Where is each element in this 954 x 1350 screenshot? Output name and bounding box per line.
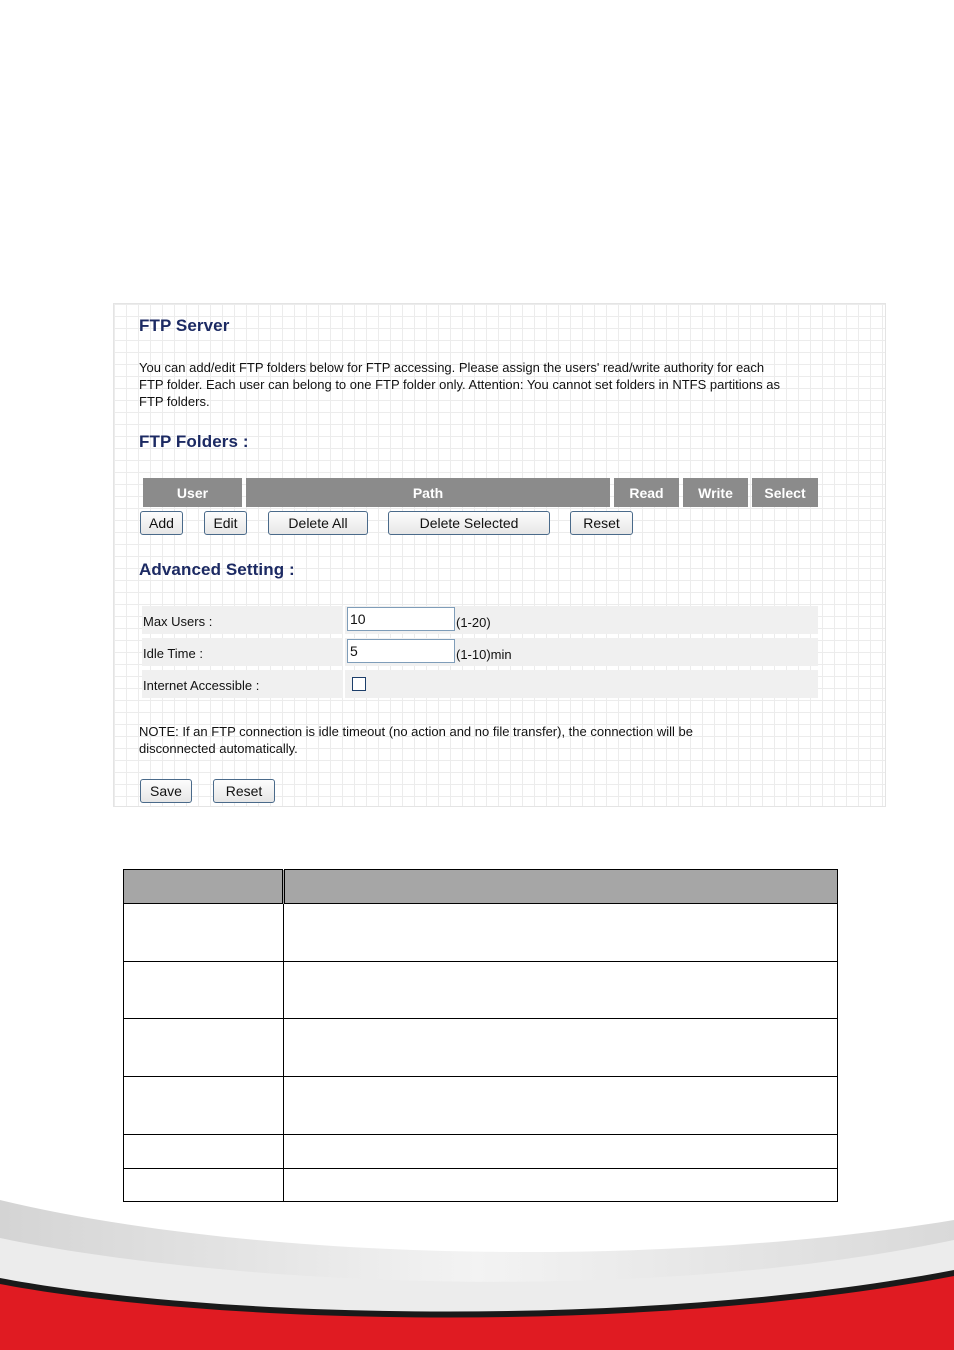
edit-button[interactable]: Edit: [204, 511, 247, 535]
idle-time-label: Idle Time :: [143, 646, 203, 661]
table-row: [124, 1169, 838, 1202]
ftp-folders-title: FTP Folders :: [139, 432, 249, 451]
table-row: [124, 1019, 838, 1077]
internet-accessible-checkbox[interactable]: [352, 677, 366, 691]
advanced-setting-title: Advanced Setting :: [139, 560, 295, 579]
idle-time-input[interactable]: [347, 639, 455, 663]
table-row: [124, 1135, 838, 1169]
internet-accessible-label: Internet Accessible :: [143, 678, 260, 693]
table-row: [124, 1077, 838, 1135]
reset-folders-button[interactable]: Reset: [570, 511, 633, 535]
delete-all-button[interactable]: Delete All: [268, 511, 368, 535]
max-users-input[interactable]: [347, 607, 455, 631]
table-header-row: [124, 870, 838, 904]
idle-timeout-note: NOTE: If an FTP connection is idle timeout (no action and no file transfer), the connection will be disconnected automatically.: [139, 724, 693, 756]
column-header-write: Write: [683, 478, 748, 507]
ftp-server-description: You can add/edit FTP folders below for FTP accessing. Please assign the users' read/write authority for each FTP folder. Each user can belong to one FTP folder only. Attention: You cannot set folders in NTFS partitions as FTP folders.: [139, 360, 780, 409]
idle-time-hint: (1-10)min: [456, 647, 512, 662]
footer-wave-decoration: [0, 1200, 954, 1350]
column-header-path: Path: [246, 478, 610, 507]
settings-column-divider: [343, 606, 345, 698]
max-users-label: Max Users :: [143, 614, 213, 629]
add-button[interactable]: Add: [140, 511, 183, 535]
column-header-read: Read: [614, 478, 679, 507]
ftp-server-title: FTP Server: [139, 316, 230, 335]
parameter-description-table: [123, 869, 838, 1202]
column-header-select: Select: [752, 478, 818, 507]
table-header-cell: [124, 870, 284, 904]
reset-button[interactable]: Reset: [213, 779, 275, 803]
column-header-user: User: [143, 478, 242, 507]
table-header-cell: [283, 870, 837, 904]
delete-selected-button[interactable]: Delete Selected: [388, 511, 550, 535]
save-button[interactable]: Save: [140, 779, 192, 803]
table-row: [124, 962, 838, 1019]
table-row: [124, 904, 838, 962]
max-users-hint: (1-20): [456, 615, 491, 630]
